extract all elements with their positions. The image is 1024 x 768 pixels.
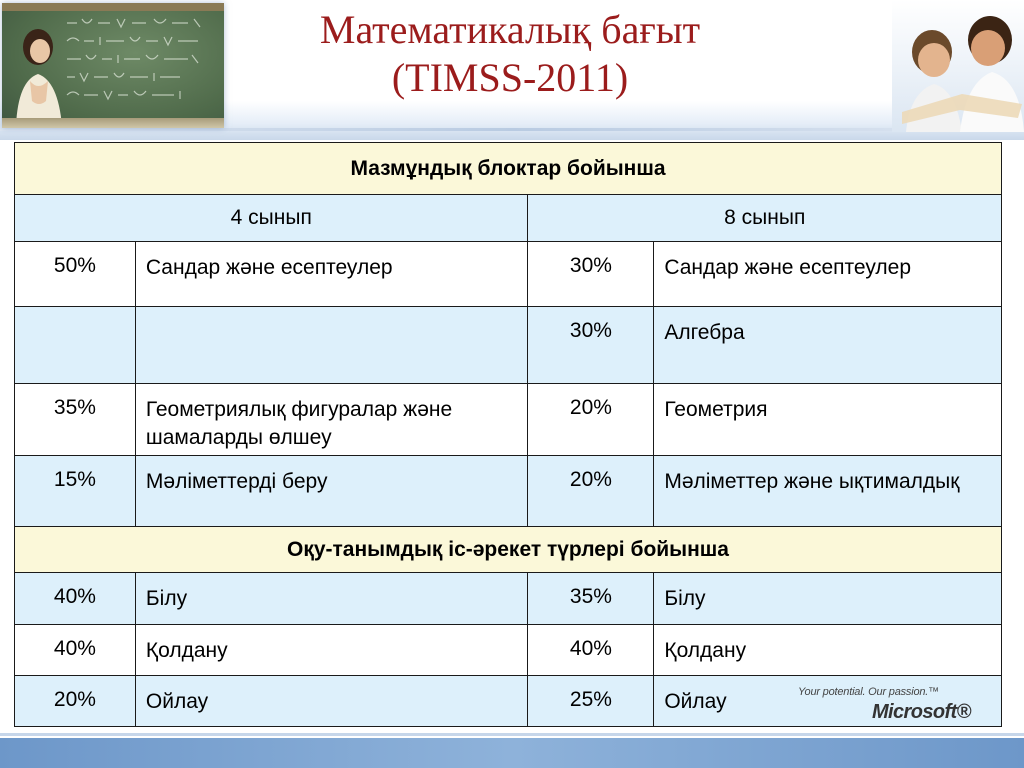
table-row (15, 384, 1002, 456)
grade-4-domain: Геометриялық фигуралар және шамаларды өлшеу (135, 384, 528, 456)
table-row (15, 456, 1002, 527)
grade-4-domain: Ойлау (135, 676, 528, 727)
chalkboard-frame (2, 3, 224, 11)
grade-header-row (15, 195, 1002, 242)
header-divider (0, 128, 1024, 131)
grade-4-percent: 40% (15, 573, 136, 625)
chalkboard-teacher-photo (2, 3, 224, 128)
grade-4-percent: 35% (15, 384, 136, 456)
table-row (15, 307, 1002, 384)
section-header-row (15, 143, 1002, 195)
grade-8-percent: 40% (528, 625, 654, 676)
grade-4-percent: 40% (15, 625, 136, 676)
chalk-scribbles-icon (62, 13, 222, 113)
grade-4-header: 4 сынып (15, 195, 528, 242)
grade-4-percent: 15% (15, 456, 136, 527)
grade-4-domain: Білу (135, 573, 528, 625)
grade-8-domain: Білу (654, 573, 1002, 625)
grade-4-percent: 20% (15, 676, 136, 727)
slide-title (230, 6, 790, 102)
footer-divider (0, 733, 1024, 736)
grade-4-domain (135, 307, 528, 384)
microsoft-logo: Microsoft® (872, 701, 971, 723)
section-header-row (15, 527, 1002, 573)
timss-math-table (14, 142, 1002, 727)
chalkboard-formulas (62, 13, 222, 119)
children-reading-photo (892, 0, 1024, 132)
grade-8-percent: 20% (528, 456, 654, 527)
title-line-1: Математикалық бағыт (319, 7, 701, 52)
grade-8-domain: Геометрия (654, 384, 1002, 456)
grade-8-header: 8 сынып (528, 195, 1002, 242)
table-row (15, 242, 1002, 307)
title-line-2: (TIMSS-2011) (391, 55, 629, 100)
grade-8-percent: 35% (528, 573, 654, 625)
microsoft-tagline: Your potential. Our passion.™ (798, 686, 939, 698)
table-row (15, 573, 1002, 625)
grade-8-percent: 25% (528, 676, 654, 727)
grade-4-percent (15, 307, 136, 384)
grade-4-domain: Мәліметтерді беру (135, 456, 528, 527)
table-row (15, 676, 1002, 727)
footer-band (0, 738, 1024, 768)
section-header-content-blocks: Мазмұндық блоктар бойынша (15, 143, 1002, 195)
grade-8-percent: 20% (528, 384, 654, 456)
grade-4-percent: 50% (15, 242, 136, 307)
grade-4-domain: Қолдану (135, 625, 528, 676)
grade-4-domain: Сандар және есептеулер (135, 242, 528, 307)
grade-8-domain: Қолдану (654, 625, 1002, 676)
grade-8-domain: Алгебра (654, 307, 1002, 384)
teacher-figure-icon (10, 21, 66, 126)
grade-8-domain: Ойлау (654, 676, 1002, 727)
section-header-cognitive: Оқу-танымдық іс-әрекет түрлері бойынша (15, 527, 1002, 573)
grade-8-domain: Сандар және есептеулер (654, 242, 1002, 307)
grade-8-percent: 30% (528, 242, 654, 307)
chalkboard-ledge (2, 118, 224, 128)
table-row (15, 625, 1002, 676)
grade-8-percent: 30% (528, 307, 654, 384)
grade-8-domain: Мәліметтер және ықтималдық (654, 456, 1002, 527)
